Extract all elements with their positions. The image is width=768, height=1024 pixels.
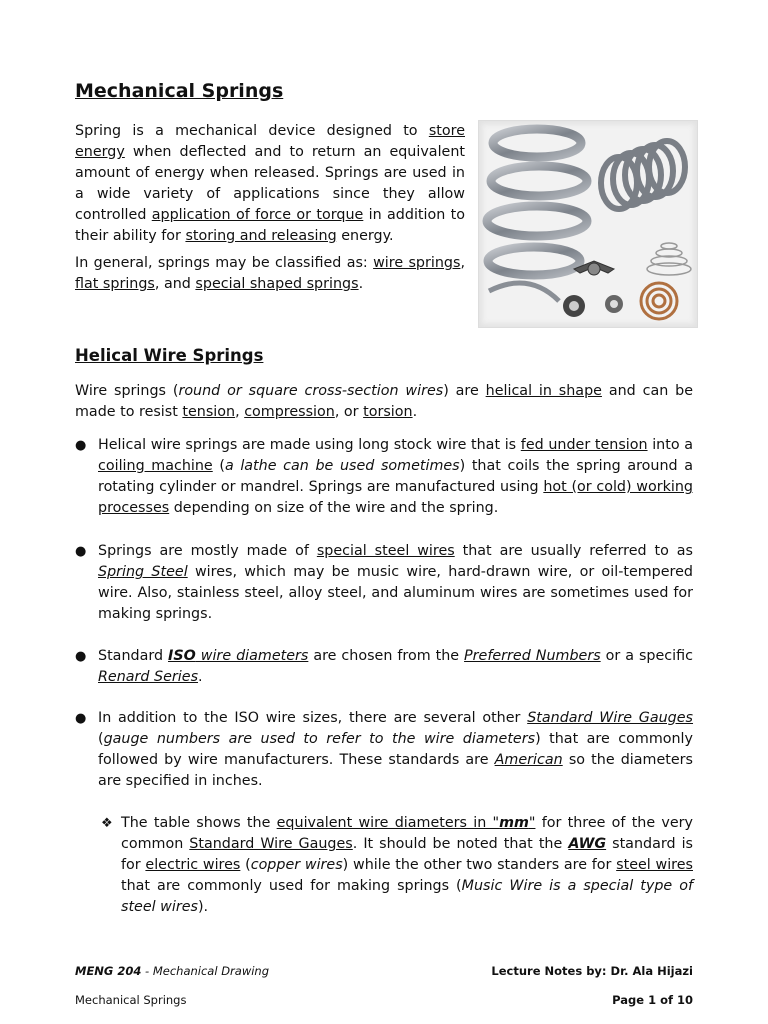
text-run: so the diameters are specified in inches. — [98, 752, 693, 789]
intro-paragraph-2 — [75, 253, 465, 295]
diamond-bullet-icon: ❖ — [101, 816, 113, 831]
text-run: . — [412, 404, 418, 420]
text-run: , — [235, 404, 245, 420]
underlined-term: " — [528, 815, 536, 831]
text-run: . — [358, 276, 364, 292]
springs-photo — [478, 120, 698, 328]
bullet-icon: ● — [75, 649, 87, 664]
underlined-term: equivalent wire diameters in " — [276, 815, 500, 831]
bold-italic-underlined-term: AWG — [568, 836, 607, 852]
text-run: energy. — [336, 228, 394, 244]
text-run: ) are — [443, 383, 486, 399]
footer-doc-title: Mechanical Springs — [75, 993, 187, 1007]
text-run: ). — [197, 899, 209, 915]
italic-underlined-term: Renard Series — [98, 669, 199, 685]
text-run: . — [198, 669, 203, 685]
underlined-term: helical in shape — [485, 383, 602, 399]
text-run: that are usually referred to as — [454, 543, 693, 559]
springs-illustration — [479, 121, 697, 327]
underlined-term: steel wires — [616, 857, 693, 873]
text-run: Spring is a mechanical device designed to — [75, 123, 429, 139]
footer-author: Lecture Notes by: Dr. Ala Hijazi — [491, 964, 693, 978]
underlined-term: store energy — [75, 123, 465, 160]
bullet-item — [75, 541, 693, 625]
underlined-term: special steel wires — [316, 543, 455, 559]
underlined-term: coiling machine — [98, 458, 213, 474]
page-title: Mechanical Springs — [75, 80, 284, 102]
section-lead-paragraph — [75, 381, 693, 423]
helical-spring-graphic — [487, 129, 587, 275]
text-run: , and — [154, 276, 196, 292]
text-run: when deflected and to return an equivalent amount of energy when released. Springs are used in a wide variety of applications since they allow controlled — [75, 144, 465, 223]
underlined-term: electric wires — [145, 857, 241, 873]
page-number: Page 1 of 10 — [612, 993, 693, 1007]
text-run: or a specific — [600, 648, 693, 664]
text-run: , or — [334, 404, 364, 420]
italic-underlined-term: Spring Steel — [98, 564, 188, 580]
italic-term: copper wires — [250, 857, 343, 873]
bold-italic-underlined-term: ISO — [168, 648, 196, 664]
text-run: ) that coils the spring around a rotating cylinder or mandrel. Springs are manufactured using — [98, 458, 693, 495]
text-run: and can be made to resist — [75, 383, 694, 420]
bullet-icon: ● — [75, 711, 87, 726]
italic-term: Music Wire is a special type of steel wires — [121, 878, 693, 915]
compression-spring-graphic — [601, 141, 685, 209]
intro-paragraph-1 — [75, 121, 465, 247]
spiral-spring-graphic — [641, 283, 677, 319]
italic-underlined-term: American — [494, 752, 563, 768]
text-run: ) while the other two standers are for — [342, 857, 617, 873]
small-spring-parts-graphic — [489, 283, 623, 317]
underlined-term: torsion — [363, 404, 413, 420]
italic-underlined-term: Standard Wire Gauges — [527, 710, 694, 726]
bullet-item — [75, 708, 693, 792]
underlined-term: storing and releasing — [185, 228, 337, 244]
sub-bullet-item — [101, 813, 693, 918]
underlined-term: hot (or cold) working processes — [98, 479, 693, 516]
conical-spring-graphic — [647, 243, 691, 275]
text-run: Wire springs ( — [75, 383, 179, 399]
underlined-term: fed under tension — [520, 437, 648, 453]
intro-section — [75, 121, 465, 295]
underlined-term: Standard Wire Gauges — [189, 836, 353, 852]
text-run: ( — [98, 731, 104, 747]
text-run: Standard — [98, 648, 169, 664]
underlined-term: flat springs — [75, 276, 155, 292]
text-run: In general, springs may be classified as: — [75, 255, 374, 271]
text-run: in addition to their ability for — [75, 207, 465, 244]
text-run: for three of the very common — [121, 815, 693, 852]
italic-underlined-term: Preferred Numbers — [464, 648, 601, 664]
text-run: , — [460, 255, 465, 271]
text-run: . It should be noted that the — [352, 836, 569, 852]
bullet-text — [98, 435, 693, 519]
italic-term: round or square cross-section wires — [178, 383, 444, 399]
bullet-item — [75, 646, 693, 688]
text-run: Helical wire springs are made using long stock wire that is — [98, 437, 521, 453]
text-run: Springs are mostly made of — [98, 543, 317, 559]
bullet-icon: ● — [75, 544, 87, 559]
bullet-text — [98, 708, 693, 792]
text-run: ( — [212, 458, 225, 474]
section-heading: Helical Wire Springs — [75, 346, 264, 365]
footer-course — [75, 964, 269, 978]
italic-term: a lathe can be used sometimes — [224, 458, 460, 474]
bullet-item — [75, 435, 693, 519]
sub-bullet-text — [121, 813, 693, 918]
underlined-term: special shaped springs — [195, 276, 359, 292]
text-run: that are commonly used for making springs ( — [121, 878, 462, 894]
bullet-icon: ● — [75, 438, 87, 453]
underlined-term: tension — [182, 404, 236, 420]
course-code: MENG 204 — [75, 964, 142, 978]
text-run: depending on size of the wire and the spring. — [169, 500, 499, 516]
text-run: In addition to the ISO wire sizes, there are several other — [98, 710, 528, 726]
italic-term: gauge numbers are used to refer to the wire diameters — [103, 731, 536, 747]
bold-italic-underlined-term: mm — [499, 815, 529, 831]
course-name: - Mechanical Drawing — [141, 964, 270, 978]
text-run: are chosen from the — [308, 648, 465, 664]
text-run: The table shows the — [121, 815, 277, 831]
underlined-term: wire springs — [373, 255, 461, 271]
underlined-term: compression — [244, 404, 335, 420]
text-run: into a — [647, 437, 693, 453]
bullet-text — [98, 541, 693, 625]
underlined-term: application of force or torque — [151, 207, 364, 223]
text-run: standard is for — [121, 836, 693, 873]
text-run: ) that are commonly followed by wire manufacturers. These standards are — [98, 731, 693, 768]
text-run: ( — [240, 857, 251, 873]
text-run: wires, which may be music wire, hard-drawn wire, or oil-tempered wire. Also, stainless steel, alloy steel, and aluminum wires are sometimes used for making springs. — [98, 564, 693, 622]
bullet-text — [98, 646, 693, 688]
italic-underlined-term: wire diameters — [195, 648, 309, 664]
